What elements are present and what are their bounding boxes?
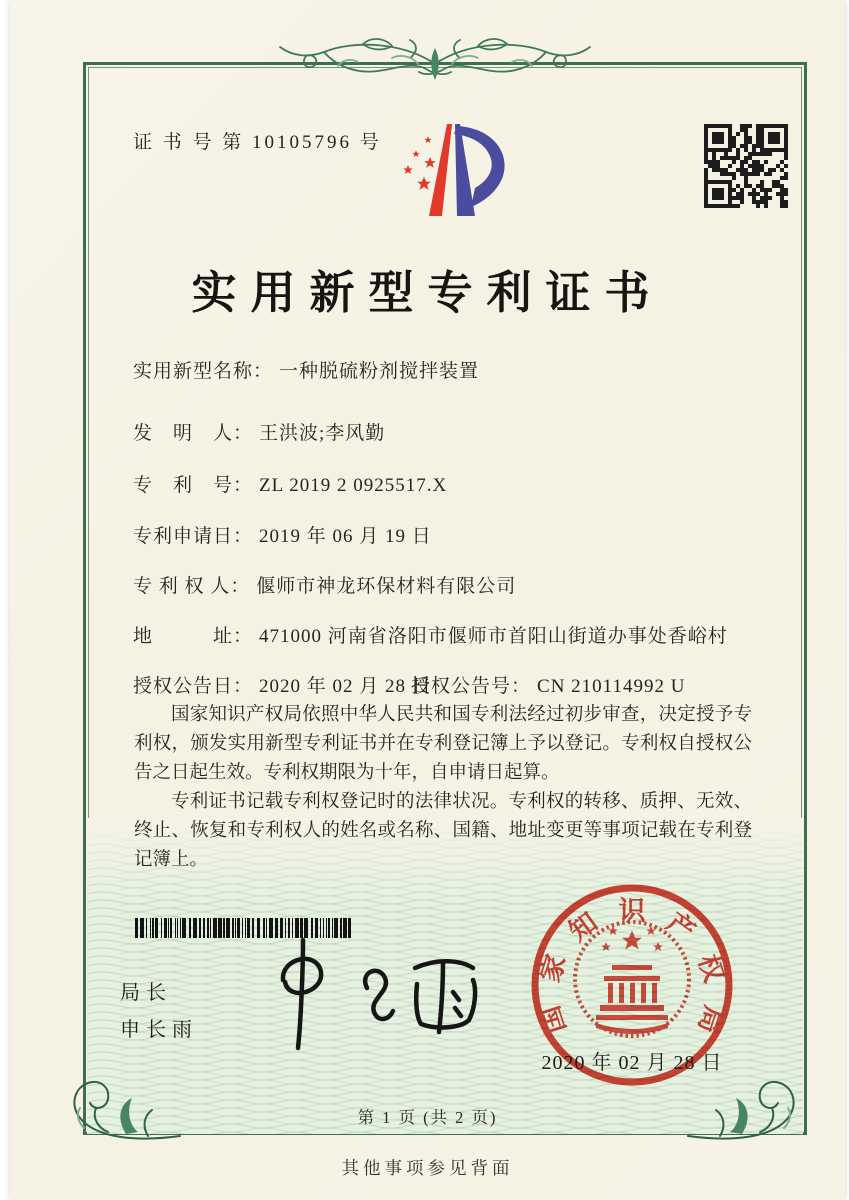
field-value: 2019 年 06 月 19 日 [259, 526, 432, 547]
officer-block [120, 975, 198, 1049]
field-row-inventor [133, 418, 793, 445]
svg-text:识: 识 [618, 896, 646, 926]
field-label: 授权公告日： [133, 676, 254, 697]
field-grant-number [411, 671, 685, 698]
field-value: 471000 河南省洛阳市偃师市首阳山街道办事处香峪村 [259, 626, 728, 647]
field-row-grant [133, 671, 793, 698]
field-value: 一种脱硫粉剂搅拌装置 [279, 361, 480, 382]
field-row-patent-number [133, 470, 793, 497]
field-row-utility-model-name [133, 356, 793, 383]
legal-paragraph: 专利证书记载专利权登记时的法律状况。专利权的转移、质押、无效、终止、恢复和专利权人的姓名或名称、国籍、地址变更等事项记载在专利登记簿上。 [134, 792, 752, 870]
signature-icon [245, 928, 495, 1063]
field-row-patentee [133, 571, 793, 598]
cnipa-logo-icon [395, 116, 515, 224]
field-value: CN 210114992 U [537, 676, 686, 697]
svg-text:国: 国 [534, 1002, 572, 1038]
field-value: 偃师市神龙环保材料有限公司 [256, 576, 517, 597]
field-label: 地 址： [133, 626, 254, 647]
field-value: 王洪波;李风勤 [259, 423, 386, 444]
svg-text:家: 家 [534, 950, 572, 986]
svg-text:产: 产 [661, 906, 701, 947]
certificate-paper [10, 0, 845, 1200]
back-note: 其他事项参见背面 [341, 1158, 514, 1178]
field-label: 专利申请日： [133, 526, 254, 547]
field-value: 2020 年 02 月 28 日 [259, 676, 432, 697]
svg-text:权: 权 [692, 950, 730, 986]
field-row-address [133, 621, 793, 648]
certificate-number: 证 书 号 第 10105796 号 [133, 132, 382, 153]
seal-date: 2020 年 02 月 28 日 [541, 1052, 723, 1074]
page-number: 第 1 页 (共 2 页) [357, 1108, 498, 1127]
field-label: 专 利 权 人： [133, 576, 251, 597]
field-row-filing-date [133, 521, 793, 548]
national-emblem-icon [575, 922, 689, 1036]
officer-name: 申长雨 [120, 1019, 198, 1041]
border-flourish-icon [272, 34, 598, 94]
field-label: 发 明 人： [133, 423, 254, 444]
field-value: ZL 2019 2 0925517.X [259, 475, 448, 496]
svg-text:知: 知 [563, 906, 603, 947]
qr-code [704, 124, 788, 208]
legal-text-block [134, 701, 752, 875]
certificate-title: 实用新型专利证书 [191, 268, 664, 318]
field-label: 授权公告号： [411, 676, 532, 697]
field-label: 专 利 号： [133, 475, 254, 496]
svg-text:局: 局 [692, 1002, 730, 1038]
legal-paragraph: 国家知识产权局依照中华人民共和国专利法经过初步审查，决定授予专利权，颁发实用新型专利证书并在专利登记簿上予以登记。专利权自授权公告之日起生效。专利权期限为十年，自申请日起算。 [134, 705, 752, 783]
field-label: 实用新型名称： [133, 361, 274, 382]
officer-title: 局长 [120, 982, 172, 1004]
